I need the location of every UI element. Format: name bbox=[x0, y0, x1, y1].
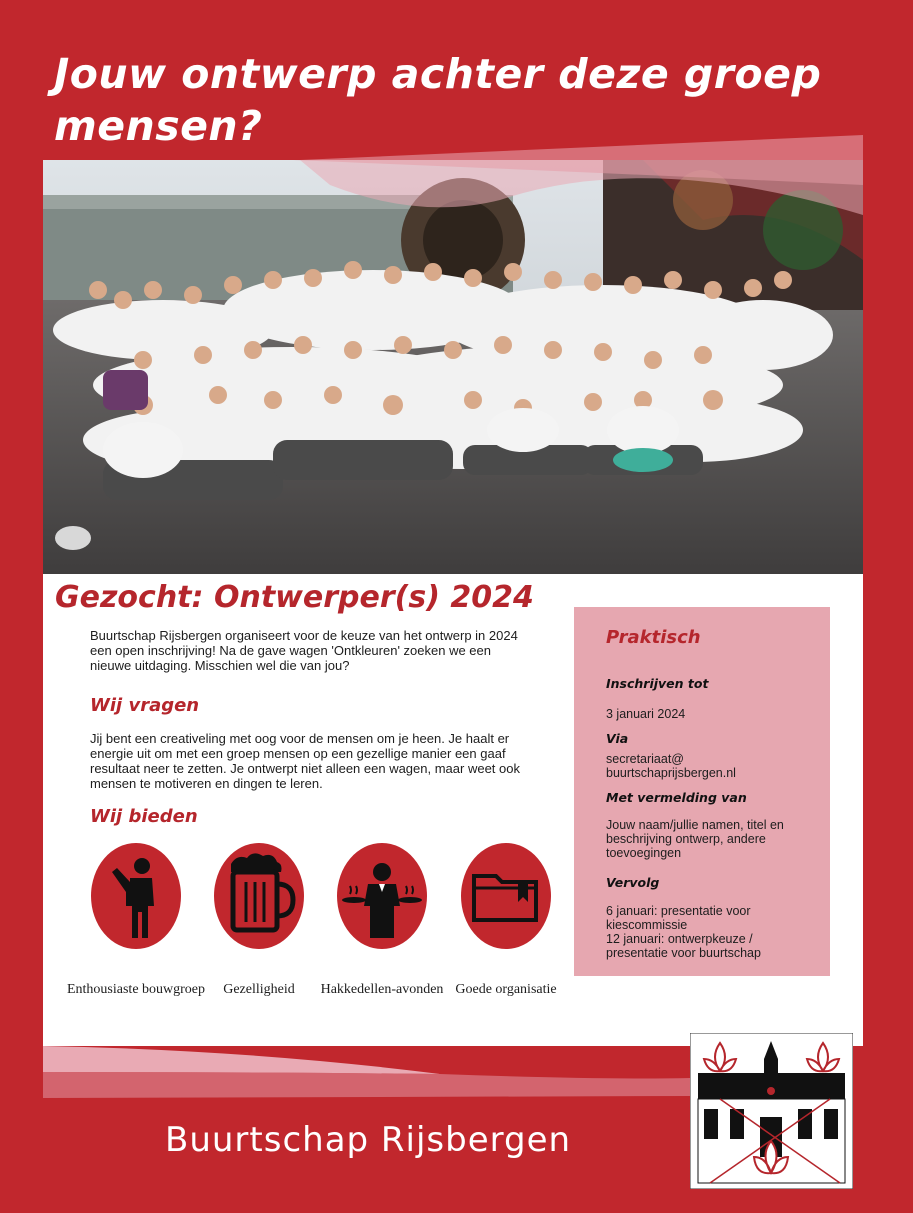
offer-label: Gezelligheid bbox=[223, 982, 295, 997]
header-swoosh bbox=[0, 0, 913, 220]
offer-item bbox=[312, 842, 452, 997]
intro-text: Buurtschap Rijsbergen organiseert voor de keuze van het ontwerp in 2024 een open inschrijving! Na de gave wagen 'Ontkleuren' zoeken we een nieuwe uitdaging. Misschien wel die van jou? bbox=[90, 628, 518, 673]
offer-item bbox=[66, 842, 206, 997]
via-value: secretariaat@ buurtschaprijsbergen.nl bbox=[606, 752, 736, 780]
ask-text: Jij bent een creativeling met oog voor de mensen om je heen. Je haalt er energie uit om met een groep mensen op een gezellige manier een gaaf resultaat neer te zetten. Je ontwerpt niet alleen een wagen, maar weet ook mensen te motiveren en dingen te leren. bbox=[90, 731, 520, 791]
offer-label: Hakkedellen-avonden bbox=[320, 982, 444, 997]
group-photo bbox=[43, 160, 863, 574]
footer-name: Buurtschap Rijsbergen bbox=[165, 1120, 572, 1160]
waving-person-icon bbox=[90, 842, 182, 950]
offer-item bbox=[436, 842, 576, 997]
via-label: Via bbox=[606, 731, 629, 746]
offer-label: Enthousiaste bouwgroep bbox=[66, 982, 206, 997]
mention-value: Jouw naam/jullie namen, titel en beschrijving ontwerp, andere toevoegingen bbox=[606, 818, 784, 860]
mention-label: Met vermelding van bbox=[606, 790, 747, 805]
waiter-icon bbox=[336, 842, 428, 950]
offer-item bbox=[189, 842, 329, 997]
beer-mug-icon bbox=[213, 842, 305, 950]
next-label: Vervolg bbox=[606, 875, 660, 890]
deadline-value: 3 januari 2024 bbox=[606, 707, 686, 721]
offer-title: Wij bieden bbox=[90, 806, 198, 827]
offer-label: Goede organisatie bbox=[455, 982, 557, 997]
practical-panel bbox=[574, 607, 830, 976]
practical-title: Praktisch bbox=[606, 627, 701, 648]
subheading: Gezocht: Ontwerper(s) 2024 bbox=[55, 580, 534, 615]
crest-logo bbox=[690, 1033, 853, 1189]
headline: Jouw ontwerp achter deze groep mensen? bbox=[54, 50, 822, 150]
deadline-label: Inschrijven tot bbox=[606, 676, 709, 691]
folder-icon bbox=[460, 842, 552, 950]
ask-title: Wij vragen bbox=[90, 695, 200, 716]
next-value: 6 januari: presentatie voor kiescommissie 12 januari: ontwerpkeuze / presentatie voor buurtschap bbox=[606, 904, 761, 960]
